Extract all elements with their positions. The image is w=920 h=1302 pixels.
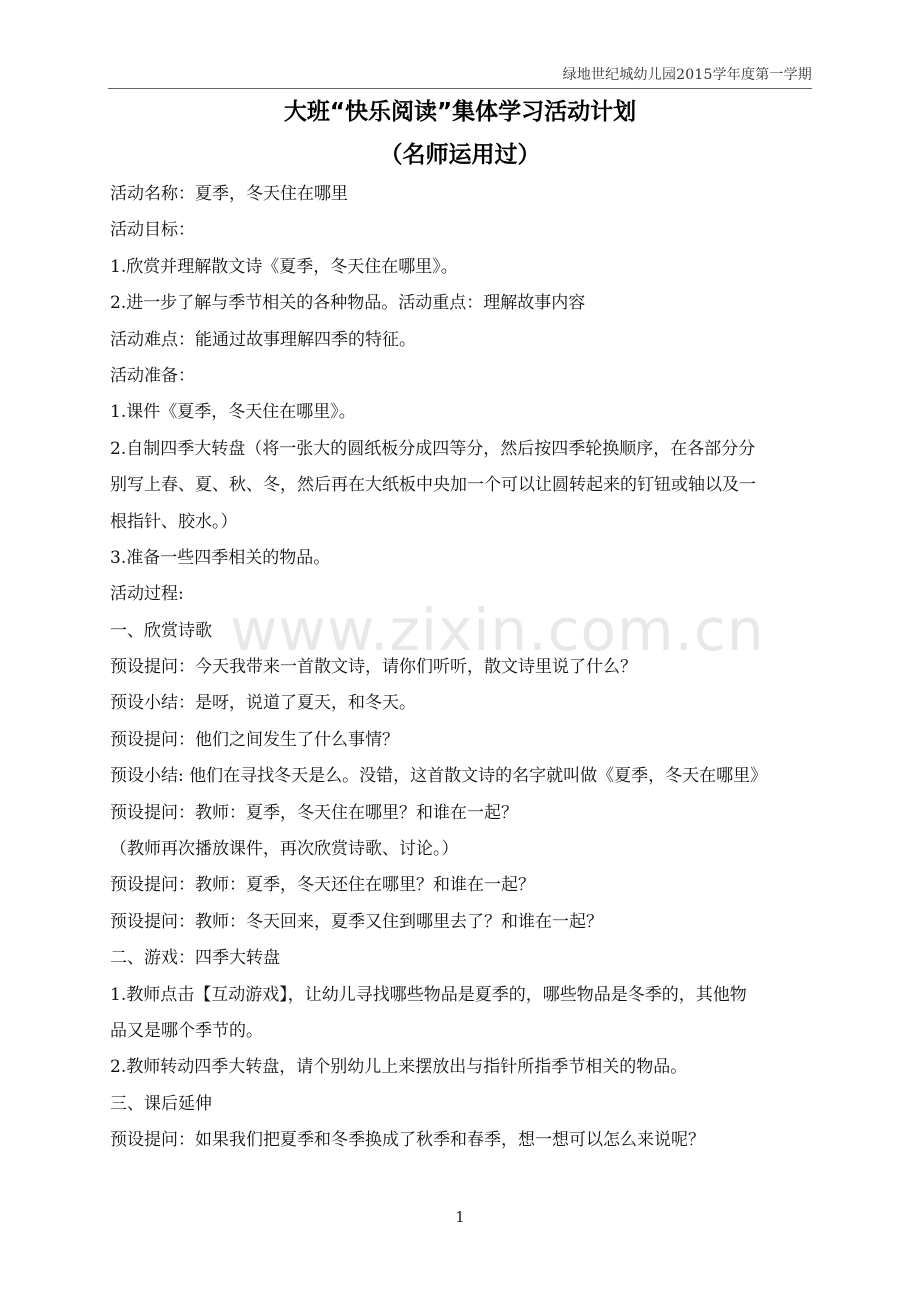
body-line: 活动目标： [110,220,195,241]
body-line: 1.教师点击【互动游戏】，让幼儿寻找哪些物品是夏季的，哪些物品是冬季的，其他物 [110,984,747,1005]
body-line: 预设提问：教师：冬天回来，夏季又住到哪里去了？和谁在一起？ [110,911,603,932]
body-line: 一、欣赏诗歌 [110,620,212,641]
body-line: 预设提问：如果我们把夏季和冬季换成了秋季和春季，想一想可以怎么来说呢？ [110,1130,705,1151]
body-line: 二、游戏：四季大转盘 [110,948,280,969]
body-line: 预设提问：今天我带来一首散文诗，请你们听听，散文诗里说了什么？ [110,657,637,678]
body-line: 根指针、胶水。） [110,511,238,532]
body-line: 2.教师转动四季大转盘，请个别幼儿上来摆放出与指针所指季节相关的物品。 [110,1057,688,1078]
body-line: 2.进一步了解与季节相关的各种物品。活动重点：理解故事内容 [110,293,586,314]
body-line: 1.欣赏并理解散文诗《夏季，冬天住在哪里》。 [110,256,458,277]
body-line: 预设提问：教师：夏季，冬天还住在哪里？和谁在一起？ [110,875,535,896]
body-line: 1.课件《夏季，冬天住在哪里》。 [110,402,356,423]
body-line: 预设提问：他们之间发生了什么事情？ [110,729,399,750]
body-line: 活动名称：夏季，冬天住在哪里 [110,184,348,204]
document-title: 大班“快乐阅读”集体学习活动计划 [283,99,637,125]
page-number: 1 [455,1208,465,1226]
body-line: 活动过程: [110,584,184,605]
body-line: 三、课后延伸 [110,1093,212,1114]
document-body [110,176,814,1159]
body-line: 预设小结：是呀，说道了夏天，和冬天。 [110,693,416,714]
body-line: 品又是哪个季节的。 [110,1020,263,1041]
document-subtitle: （名师运用过） [379,142,541,168]
body-line: 3.准备一些四季相关的物品。 [110,547,331,568]
body-line: 预设提问：教师：夏季，冬天住在哪里？和谁在一起？ [110,802,518,823]
body-line: （教师再次播放课件，再次欣赏诗歌、讨论。） [110,839,459,860]
header-divider [108,88,812,89]
body-line: 预设小结: 他们在寻找冬天是么。没错，这首散文诗的名字就叫做《夏季，冬天在哪里》 [110,766,768,787]
body-line: 活动难点：能通过故事理解四季的特征。 [110,329,416,350]
body-line: 活动准备： [110,365,195,386]
body-line: 2.自制四季大转盘（将一张大的圆纸板分成四等分，然后按四季轮换顺序，在各部分分 [110,438,756,459]
body-line: 别写上春、夏、秋、冬，然后再在大纸板中央加一个可以让圆转起来的钉钮或轴以及一 [110,475,756,496]
watermark: www.zixin.com.cn [230,596,765,664]
header-note: 绿地世纪城幼儿园2015学年度第一学期 [562,67,812,83]
